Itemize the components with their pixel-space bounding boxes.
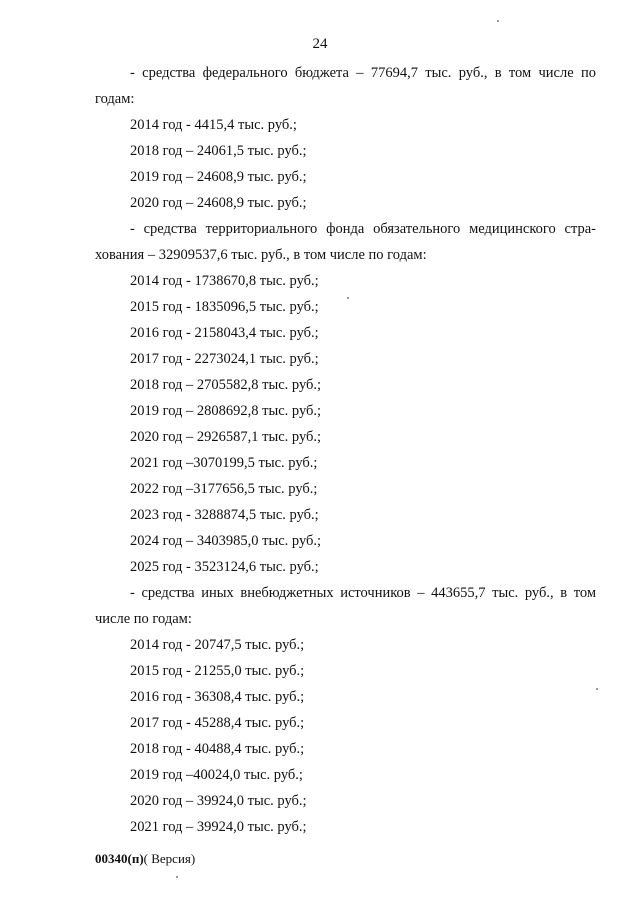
territorial-year-2020: 2020 год – 2926587,1 тыс. руб.; (130, 429, 322, 445)
territorial-fund-intro: - средства территориального фонда обязательного медицинского стра- (130, 221, 596, 237)
federal-year-2018: 2018 год – 24061,5 тыс. руб.; (130, 143, 307, 159)
extrabudgetary-intro: - средства иных внебюджетных источников – 443655,7 тыс. руб., в том (130, 585, 596, 601)
scan-speck (497, 20, 499, 22)
extrabudgetary-year-2021: 2021 год – 39924,0 тыс. руб.; (130, 819, 307, 835)
territorial-year-2025: 2025 год - 3523124,6 тыс. руб.; (130, 559, 319, 575)
territorial-year-2017: 2017 год - 2273024,1 тыс. руб.; (130, 351, 319, 367)
territorial-year-2023: 2023 год - 3288874,5 тыс. руб.; (130, 507, 319, 523)
scan-speck (176, 876, 178, 878)
territorial-year-2015: 2015 год - 1835096,5 тыс. руб.; (130, 299, 319, 315)
federal-budget-intro: - средства федерального бюджета – 77694,7 тыс. руб., в том числе по (130, 65, 596, 81)
territorial-year-2024: 2024 год – 3403985,0 тыс. руб.; (130, 533, 322, 549)
extrabudgetary-year-2020: 2020 год – 39924,0 тыс. руб.; (130, 793, 307, 809)
page-number: 24 (312, 36, 328, 52)
territorial-year-2022: 2022 год –3177656,5 тыс. руб.; (130, 481, 318, 497)
document-footer (95, 851, 195, 867)
federal-year-2020: 2020 год – 24608,9 тыс. руб.; (130, 195, 307, 211)
territorial-year-2018: 2018 год – 2705582,8 тыс. руб.; (130, 377, 322, 393)
territorial-year-2016: 2016 год - 2158043,4 тыс. руб.; (130, 325, 319, 341)
scan-speck (596, 688, 598, 690)
territorial-year-2014: 2014 год - 1738670,8 тыс. руб.; (130, 273, 319, 289)
extrabudgetary-year-2016: 2016 год - 36308,4 тыс. руб.; (130, 689, 305, 705)
federal-year-2014: 2014 год - 4415,4 тыс. руб.; (130, 117, 297, 133)
territorial-year-2021: 2021 год –3070199,5 тыс. руб.; (130, 455, 318, 471)
scan-speck (347, 297, 349, 299)
federal-budget-intro-cont: годам: (95, 91, 135, 107)
document-version: ( Версия) (143, 851, 196, 866)
federal-year-2019: 2019 год – 24608,9 тыс. руб.; (130, 169, 307, 185)
extrabudgetary-year-2017: 2017 год - 45288,4 тыс. руб.; (130, 715, 305, 731)
extrabudgetary-intro-cont: числе по годам: (95, 611, 192, 627)
territorial-fund-intro-cont: хования – 32909537,6 тыс. руб., в том числе по годам: (95, 247, 427, 263)
extrabudgetary-year-2019: 2019 год –40024,0 тыс. руб.; (130, 767, 303, 783)
extrabudgetary-year-2015: 2015 год - 21255,0 тыс. руб.; (130, 663, 305, 679)
extrabudgetary-year-2014: 2014 год - 20747,5 тыс. руб.; (130, 637, 305, 653)
extrabudgetary-year-2018: 2018 год - 40488,4 тыс. руб.; (130, 741, 305, 757)
territorial-year-2019: 2019 год – 2808692,8 тыс. руб.; (130, 403, 322, 419)
document-code: 00340(п) (95, 851, 144, 866)
